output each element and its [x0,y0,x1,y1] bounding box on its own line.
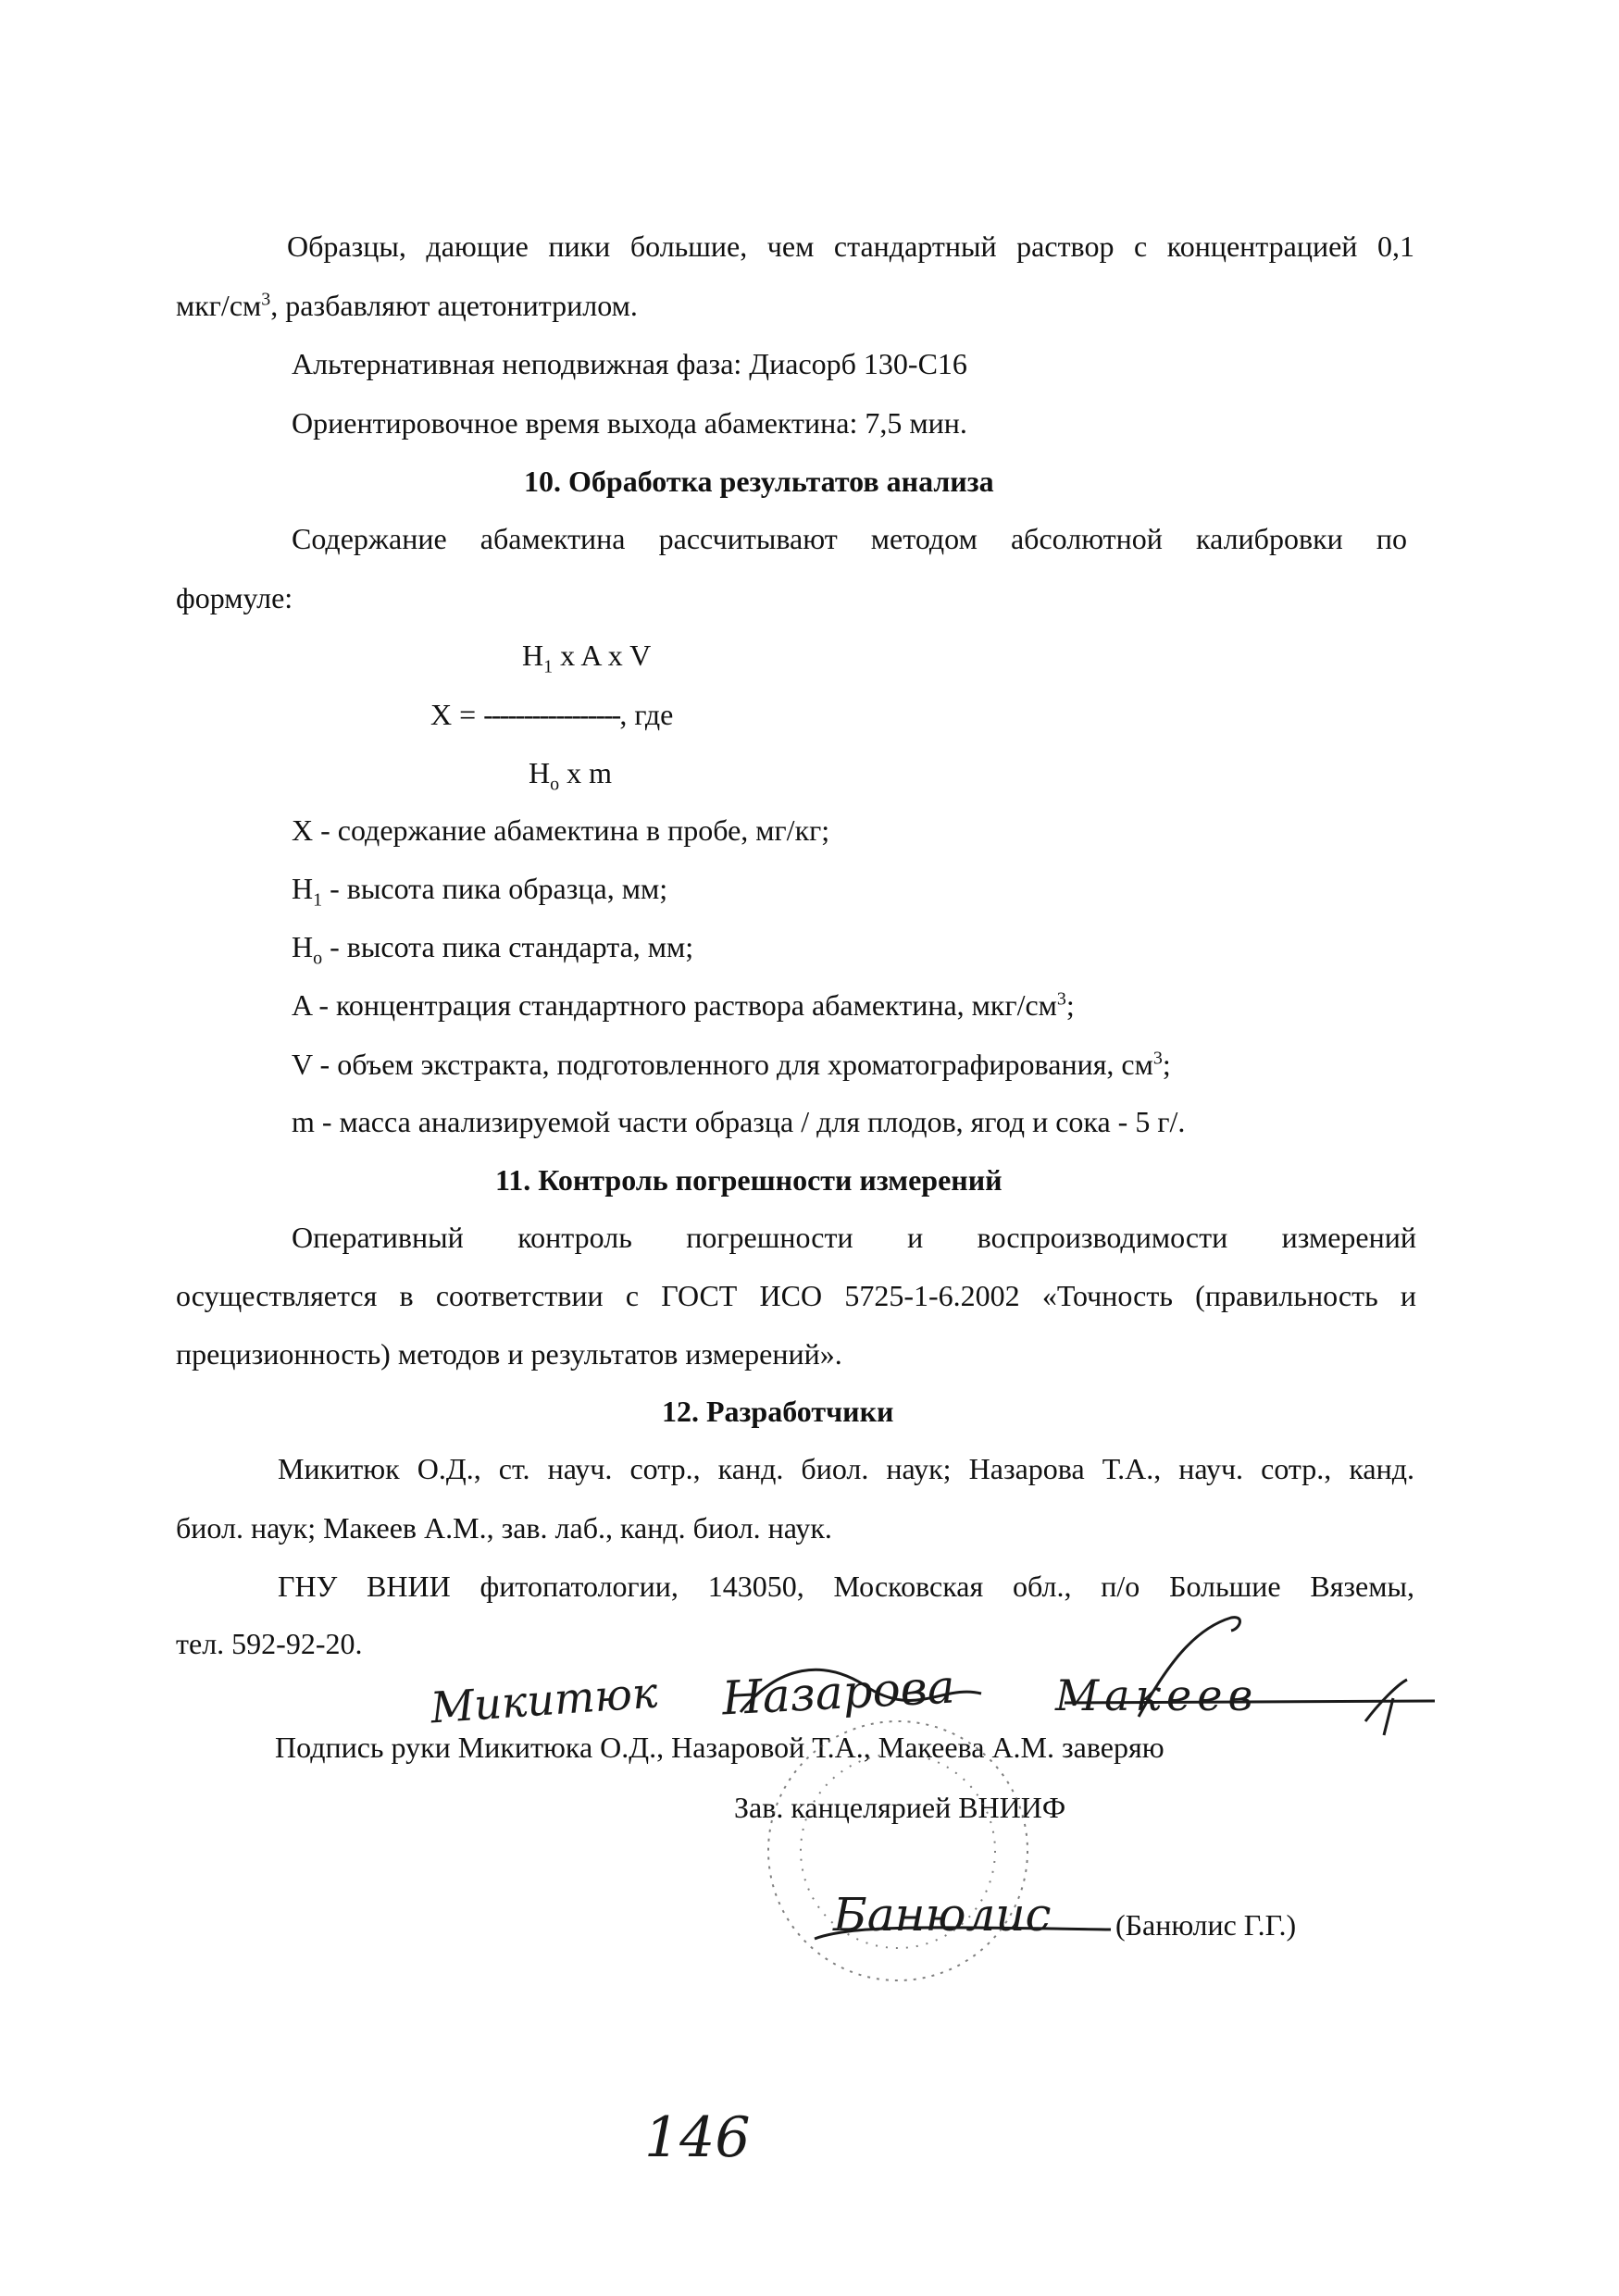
formula-numerator: $H_1$ x A x V [522,639,652,677]
section-10-intro-line2: формуле: [176,581,293,614]
definition-row: m - масса анализируемой части образца / для плодов, ягод и сока - 5 г/. [292,1105,1186,1138]
section-12-heading: 12. Разработчики [662,1395,894,1428]
signature-mikityuk: Микитюк [429,1667,660,1733]
formula-main-line: X = -----------------, где [430,698,674,731]
definition-row: V - объем экстракта, подготовленного для хроматографирования, $см^3$; [292,1048,1171,1081]
section-11-heading: 11. Контроль погрешности измерений [495,1163,1003,1197]
banyulis-name: (Банюлис Г.Г.) [1115,1908,1297,1942]
chancellery-office: Зав. канцелярией ВНИИФ [734,1791,1066,1824]
samples-paragraph-line2: мкг/$см^3$, разбавляют ацетонитрилом. [176,289,638,322]
section-11-line2: осуществляется в соответствии с ГОСТ ИСО 5725-1-6.2002 «Точность (правильность и [176,1279,1416,1312]
signature-banyulis: Банюлис [833,1888,1052,1942]
definition-row: $H_o$ - высота пика стандарта, мм; [292,930,694,969]
signature-nazarova: Назарова [720,1659,956,1726]
samples-paragraph-line1: Образцы, дающие пики большие, чем стандартный раствор с концентрацией 0,1 [287,230,1414,263]
definition-row: X - содержание абамектина в пробе, мг/кг; [292,813,830,847]
definition-row: $H_1$ - высота пика образца, мм; [292,872,668,911]
section-11-line3: прецизионность) методов и результатов измерений». [176,1337,842,1371]
formula-denominator: $H_o$ x m [529,756,612,795]
section-11-line1: Оперативный контроль погрешности и воспроизводимости измерений [292,1221,1416,1254]
retention-time-text: Ориентировочное время выхода абамектина: 7,5 мин. [292,406,967,440]
certification-line: Подпись руки Микитюка О.Д., Назаровой Т.А., Макеева А.М. заверяю [275,1731,1164,1764]
signature-makeev: Макеев [1055,1670,1259,1720]
section-12-address-line1: ГНУ ВНИИ фитопатологии, 143050, Московская обл., п/о Большие Вяземы, [278,1570,1414,1603]
alt-phase-text: Альтернативная неподвижная фаза: Диасорб 130-С16 [292,347,967,380]
section-10-intro-line1: Содержание абамектина рассчитывают методом абсолютной калибровки по [292,522,1407,555]
section-12-authors-line2: биол. наук; Макеев А.М., зав. лаб., канд. биол. наук. [176,1511,832,1545]
page-number: 146 [644,2105,751,2170]
section-10-heading: 10. Обработка результатов анализа [524,465,994,498]
formula-fraction-bar: ----------------- [483,698,620,731]
definition-row: A - концентрация стандартного раствора абамектина, мкг/$см^3$; [292,988,1075,1022]
section-12-authors-line1: Микитюк О.Д., ст. науч. сотр., канд. биол. наук; Назарова Т.А., науч. сотр., канд. [278,1452,1414,1485]
section-12-address-line2: тел. 592-92-20. [176,1627,363,1660]
